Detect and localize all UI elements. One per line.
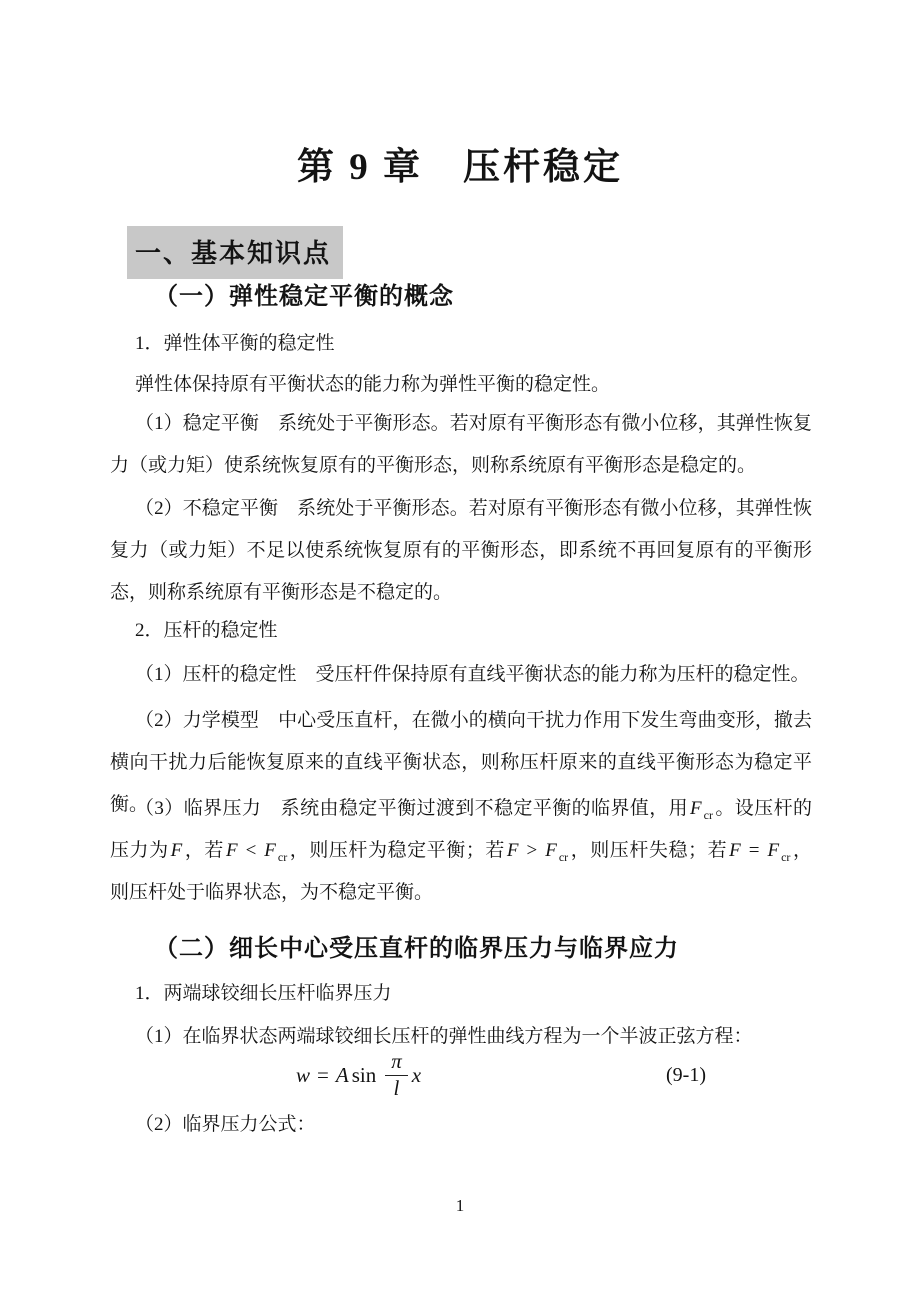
subsection-heading-elastic-stability: （一）弹性稳定平衡的概念 (154, 283, 454, 310)
paragraph-sine-curve-intro: （1）在临界状态两端球铰细长压杆的弹性曲线方程为一个半波正弦方程： (135, 1026, 753, 1047)
math-subscript-cr: cr (703, 808, 713, 822)
math-numerator-pi: π (385, 1050, 408, 1076)
paragraph-unstable-equilibrium: （2）不稳定平衡 系统处于平衡形态。若对原有平衡形态有微小位移，其弹性恢复力（或力矩）不足以使系统恢复原有的平衡形态，即系统不再回复原有的平衡形态，则称系统原有平衡形态是不稳定的。 (110, 498, 812, 603)
section-heading-basic-knowledge: 一、基本知识点 (127, 226, 343, 279)
text-run: 。设压杆的压力为 (110, 798, 812, 861)
math-var-F: F (767, 840, 780, 861)
math-operator-equals: = (748, 840, 760, 861)
paragraph-stable-equilibrium: （1）稳定平衡 系统处于平衡形态。若对原有平衡形态有微小位移，其弹性恢复力（或力矩）使系统恢复原有的平衡形态，则称系统原有平衡形态是稳定的。 (110, 413, 812, 476)
math-var-F: F (225, 840, 238, 861)
equation-9-1 (296, 1050, 421, 1100)
equation-number: (9-1) (666, 1064, 706, 1086)
math-subscript-cr: cr (781, 850, 791, 864)
math-subscript-cr: cr (558, 850, 569, 864)
equation-block (110, 1048, 812, 1110)
math-var-F: F (170, 840, 183, 861)
math-subscript-cr: cr (277, 850, 288, 864)
text-run: （3）临界压力 系统由稳定平衡过渡到不稳定平衡的临界值，用 (135, 798, 689, 819)
math-var-F: F (729, 840, 741, 861)
text-run: ，则压杆处于临界状态，为不稳定平衡。 (110, 840, 812, 903)
chapter-title: 第 9 章 压杆稳定 (297, 147, 623, 188)
math-denominator-l: l (393, 1075, 400, 1100)
item-title-pinned-column: 1．两端球铰细长压杆临界压力 (135, 983, 392, 1004)
paragraph-definition: 弹性体保持原有平衡状态的能力称为弹性平衡的稳定性。 (135, 374, 611, 395)
math-var-x: x (411, 1062, 422, 1087)
math-var-F: F (545, 840, 557, 861)
math-var-F: F (264, 840, 276, 861)
paragraph-column-stability: （1）压杆的稳定性 受压杆件保持原有直线平衡状态的能力称为压杆的稳定性。 (135, 664, 810, 685)
item-title-column-stability: 2．压杆的稳定性 (135, 620, 278, 641)
math-operator-less-than: < (245, 840, 257, 861)
math-operator-equals: = (317, 1062, 329, 1087)
math-var-F: F (506, 840, 519, 861)
subsection-heading-critical-pressure: （二）细长中心受压直杆的临界压力与临界应力 (154, 935, 679, 962)
text-run: ，若 (184, 840, 224, 861)
math-operator-greater-than: > (526, 840, 538, 861)
paragraph-critical-formula-intro: （2）临界压力公式： (135, 1114, 316, 1135)
text-run: ，则压杆为稳定平衡；若 (289, 840, 505, 861)
math-function-sin: sin (351, 1062, 377, 1087)
item-title-elastic-body-stability: 1．弹性体平衡的稳定性 (135, 333, 335, 354)
math-var-F: F (690, 798, 702, 819)
math-var-w: w (296, 1062, 311, 1087)
text-run: ，则压杆失稳；若 (570, 840, 728, 861)
math-fraction-pi-over-l (385, 1050, 408, 1100)
page-number: 1 (455, 1196, 465, 1215)
paragraph-mechanical-model: （2）力学模型 中心受压直杆，在微小的横向干扰力作用下发生弯曲变形，撤去横向干扰力后能恢复原来的直线平衡状态，则称压杆原来的直线平衡形态为稳定平衡。 (110, 710, 812, 815)
paragraph-critical-pressure (110, 788, 812, 914)
math-var-A: A (335, 1062, 349, 1087)
